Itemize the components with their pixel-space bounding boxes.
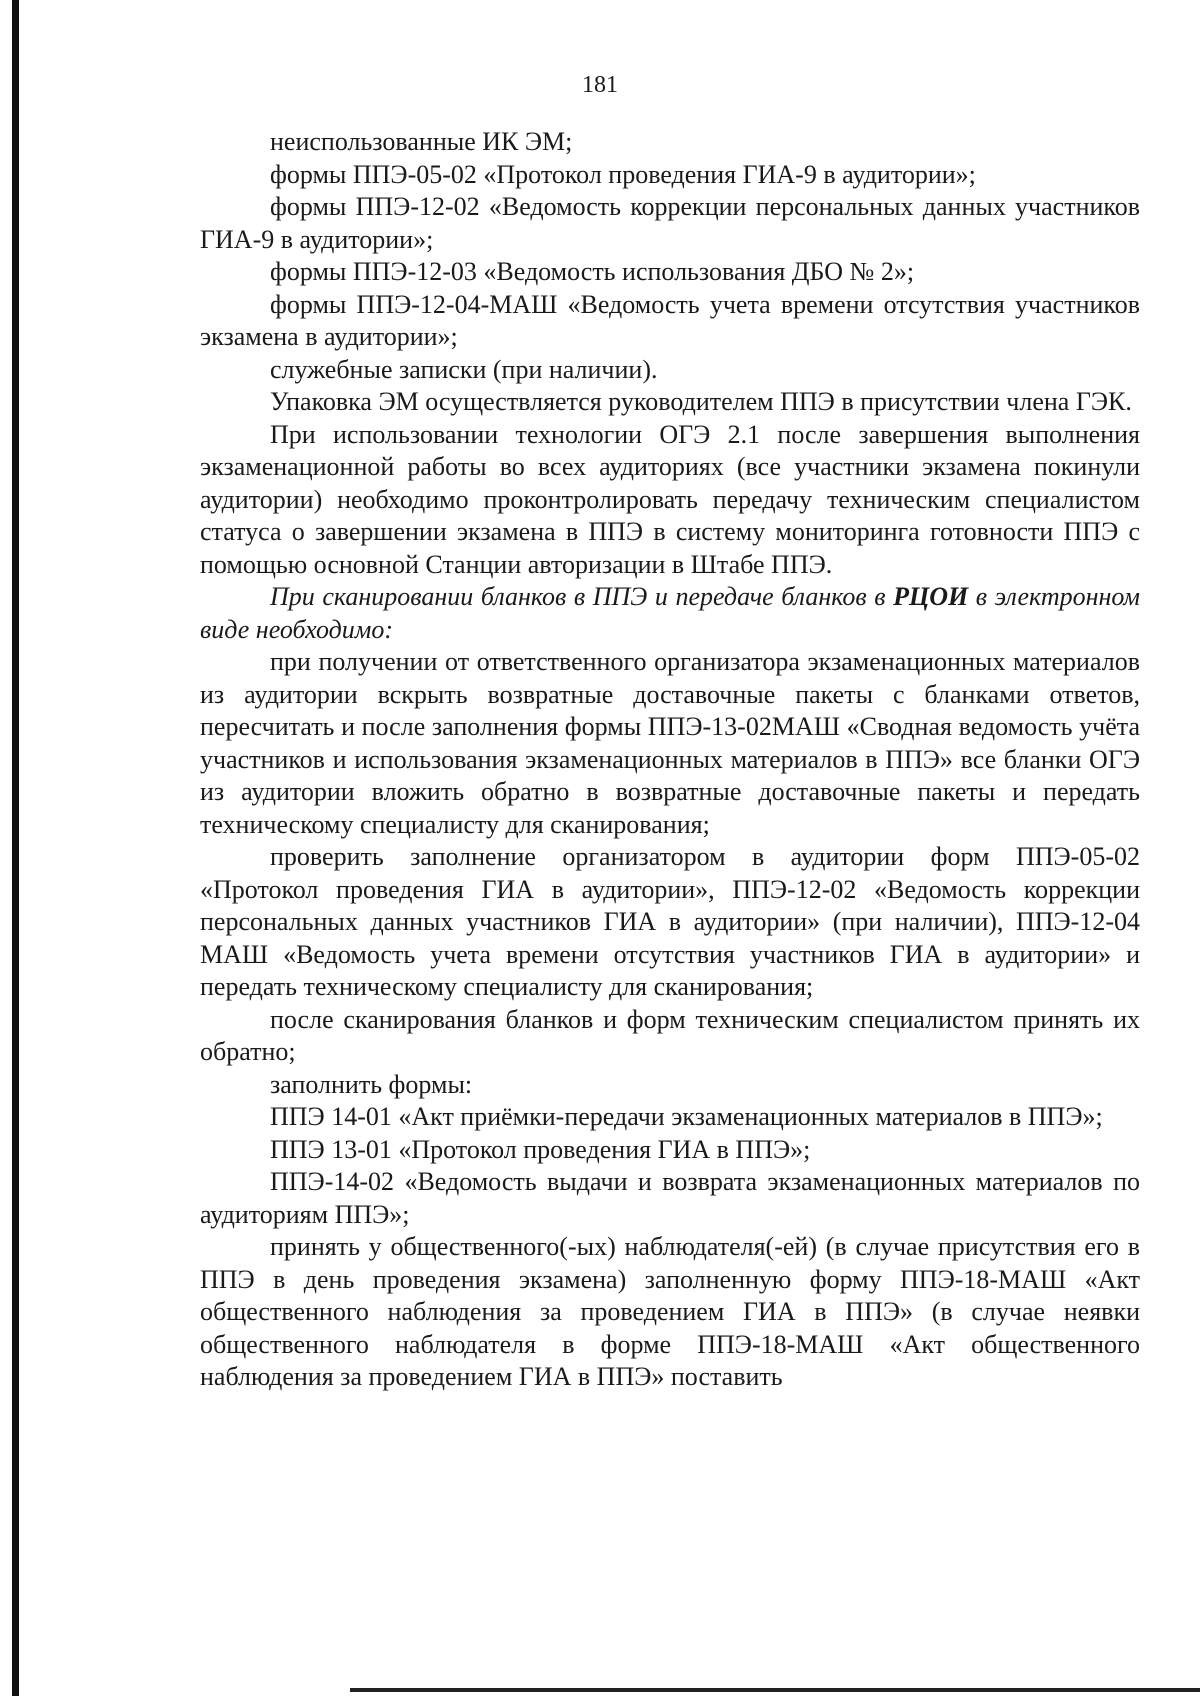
heading-text-bold: РЦОИ: [893, 582, 969, 611]
heading-text-before: При сканировании бланков в ППЭ и передаче бланков в: [270, 582, 894, 611]
paragraph: При использовании технологии ОГЭ 2.1 после завершения выполнения экзаменационной работы во всех аудиториях (все участники экзамена покинули аудитории) необходимо проконтролировать передачу техническим специалистом статуса о завершении экзамена в ППЭ в систему мониторинга готовности ППЭ с помощью основной Станции авторизации в Штабе ППЭ.: [200, 419, 1140, 579]
paragraph: ППЭ 13-01 «Протокол проведения ГИА в ППЭ»;: [270, 1134, 811, 1164]
paragraph: после сканирования бланков и форм техническим специалистом принять их обратно;: [200, 1004, 1140, 1066]
paragraph: неиспользованные ИК ЭМ;: [270, 127, 573, 156]
page-number: 181: [582, 72, 618, 98]
paragraph: заполнить формы:: [270, 1069, 473, 1099]
paragraph: формы ППЭ-12-03 «Ведомость использования ДБО № 2»;: [270, 257, 915, 286]
paragraph: Упаковка ЭМ осуществляется руководителем ППЭ в присутствии члена ГЭК.: [270, 387, 1132, 416]
paragraph: формы ППЭ-12-04-МАШ «Ведомость учета времени отсутствия участников экзамена в аудитории»;: [200, 289, 1140, 351]
italic-heading-paragraph: [200, 581, 1140, 646]
document-body: [200, 126, 1140, 1394]
scan-edge-bottom: [350, 1688, 1200, 1692]
paragraph: служебные записки (при наличии).: [270, 354, 658, 384]
paragraph: формы ППЭ-05-02 «Протокол проведения ГИА-9 в аудитории»;: [270, 159, 976, 189]
paragraph: формы ППЭ-12-02 «Ведомость коррекции персональных данных участников ГИА-9 в аудитории»;: [200, 192, 1140, 254]
paragraph: ППЭ-14-02 «Ведомость выдачи и возврата экзаменационных материалов по аудиториям ППЭ»;: [200, 1167, 1140, 1229]
scan-edge-left: [12, 0, 19, 1696]
paragraph: при получении от ответственного организатора экзаменационных материалов из аудитории вскрыть возвратные доставочные пакеты с бланками ответов, пересчитать и после заполнения формы ППЭ-13-02МАШ «Сводная ведомость учёта участников и использования экзаменационных материалов в ППЭ» все бланки ОГЭ из аудитории вложить обратно в возвратные доставочные пакеты и передать техническому специалисту для сканирования;: [200, 647, 1140, 839]
paragraph: принять у общественного(-ых) наблюдателя(-ей) (в случае присутствия его в ППЭ в день проведения экзамена) заполненную форму ППЭ-18-МАШ «Акт общественного наблюдения за проведением ГИА в ППЭ» (в случае неявки общественного наблюдателя в форме ППЭ-18-МАШ «Акт общественного наблюдения за проведением ГИА в ППЭ» поставить: [200, 1232, 1140, 1391]
paragraph: ППЭ 14-01 «Акт приёмки-передачи экзаменационных материалов в ППЭ»;: [270, 1102, 1103, 1131]
heading-text-after: в электронном виде необходимо:: [200, 582, 1141, 644]
paragraph: проверить заполнение организатором в аудитории форм ППЭ-05-02 «Протокол проведения ГИА в аудитории», ППЭ-12-02 «Ведомость коррекции персональных данных участников ГИА в аудитории» (при наличии), ППЭ-12-04 МАШ «Ведомость учета времени отсутствия участников ГИА в аудитории» и передать техническому специалисту для сканирования;: [200, 842, 1140, 1001]
